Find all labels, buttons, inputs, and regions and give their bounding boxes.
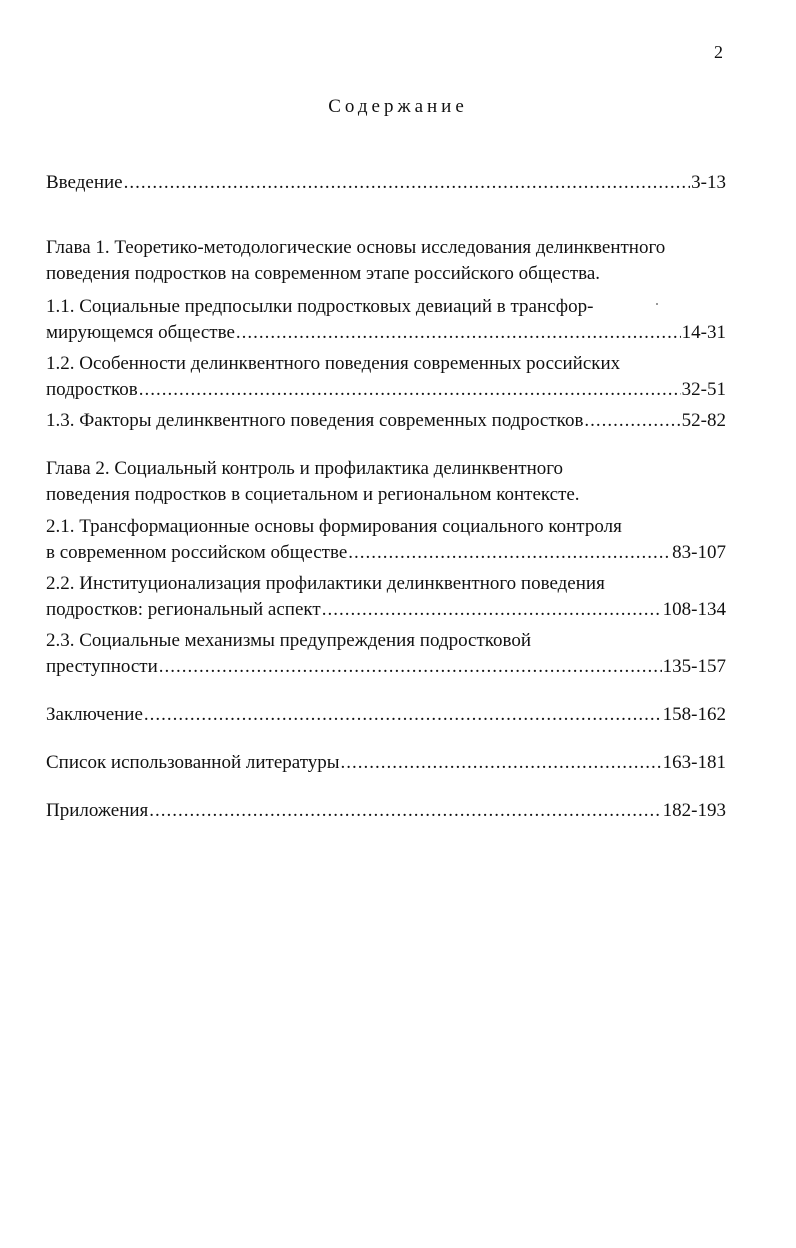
entry-title: Список использованной литературы bbox=[46, 752, 340, 773]
toc-entry-2-2 bbox=[46, 571, 726, 623]
entry-title: 1.2. Особенности делинквентного поведения современных российских bbox=[46, 353, 621, 374]
toc-entry-1-3 bbox=[46, 408, 726, 434]
chapter-heading-line: Глава 1. Теоретико-методологические основы исследования делинквентного bbox=[46, 237, 666, 258]
dot-leader bbox=[584, 408, 680, 434]
entry-pages: 163-181 bbox=[662, 752, 726, 773]
dot-leader bbox=[322, 597, 662, 623]
toc-entry-appendices bbox=[46, 798, 726, 824]
dot-leader bbox=[348, 540, 671, 566]
toc-entry-1-1 bbox=[46, 294, 726, 346]
entry-pages: 52-82 bbox=[681, 410, 726, 431]
toc-entry-conclusion bbox=[46, 702, 726, 728]
dot-leader bbox=[236, 320, 681, 346]
dot-leader bbox=[159, 654, 662, 680]
entry-title-cont: в современном российском обществе bbox=[46, 542, 348, 563]
toc-entry-intro bbox=[46, 170, 726, 196]
entry-title: Приложения bbox=[46, 800, 149, 821]
entry-pages: 32-51 bbox=[681, 379, 726, 400]
dot-leader bbox=[144, 702, 662, 728]
entry-title: Заключение bbox=[46, 704, 143, 725]
entry-pages: 83-107 bbox=[672, 542, 726, 563]
dot-leader bbox=[341, 750, 662, 776]
entry-title: 1.3. Факторы делинквентного поведения современных подростков bbox=[46, 410, 584, 431]
entry-pages: 182-193 bbox=[662, 800, 726, 821]
dot-leader bbox=[139, 377, 681, 403]
entry-pages: 135-157 bbox=[662, 656, 726, 677]
chapter-heading-line: Глава 2. Социальный контроль и профилактика делинквентного bbox=[46, 458, 564, 479]
toc-entry-1-2 bbox=[46, 351, 726, 403]
chapter-heading-line: поведения подростков на современном этапе российского общества. bbox=[46, 263, 601, 284]
entry-title: Введение bbox=[46, 172, 123, 193]
entry-title-cont: подростков: региональный аспект bbox=[46, 599, 321, 620]
chapter-heading-line: поведения подростков в социетальном и региональном контексте. bbox=[46, 484, 580, 505]
entry-pages: 158-162 bbox=[662, 704, 726, 725]
entry-title: 2.1. Трансформационные основы формирования социального контроля bbox=[46, 516, 622, 537]
entry-title-cont: преступности bbox=[46, 656, 158, 677]
entry-title-cont: мирующемся обществе bbox=[46, 322, 235, 343]
dot-leader bbox=[149, 798, 661, 824]
entry-title: 2.3. Социальные механизмы предупреждения подростковой bbox=[46, 630, 532, 651]
page-number: 2 bbox=[714, 42, 723, 62]
toc-chapter-1-heading bbox=[46, 235, 726, 287]
entry-pages: 108-134 bbox=[662, 599, 726, 620]
entry-pages: 14-31 bbox=[681, 322, 726, 343]
toc-entry-2-1 bbox=[46, 514, 726, 566]
entry-title-cont: подростков bbox=[46, 379, 138, 400]
toc-entry-references bbox=[46, 750, 726, 776]
entry-title: 1.1. Социальные предпосылки подростковых девиаций в трансфор- bbox=[46, 296, 594, 317]
entry-title: 2.2. Институционализация профилактики делинквентного поведения bbox=[46, 573, 605, 594]
entry-pages: 3-13 bbox=[691, 172, 726, 193]
toc-chapter-2-heading bbox=[46, 456, 726, 508]
dot-leader bbox=[124, 170, 691, 196]
toc-entry-2-3 bbox=[46, 628, 726, 680]
page-title: Содержание bbox=[328, 96, 468, 117]
